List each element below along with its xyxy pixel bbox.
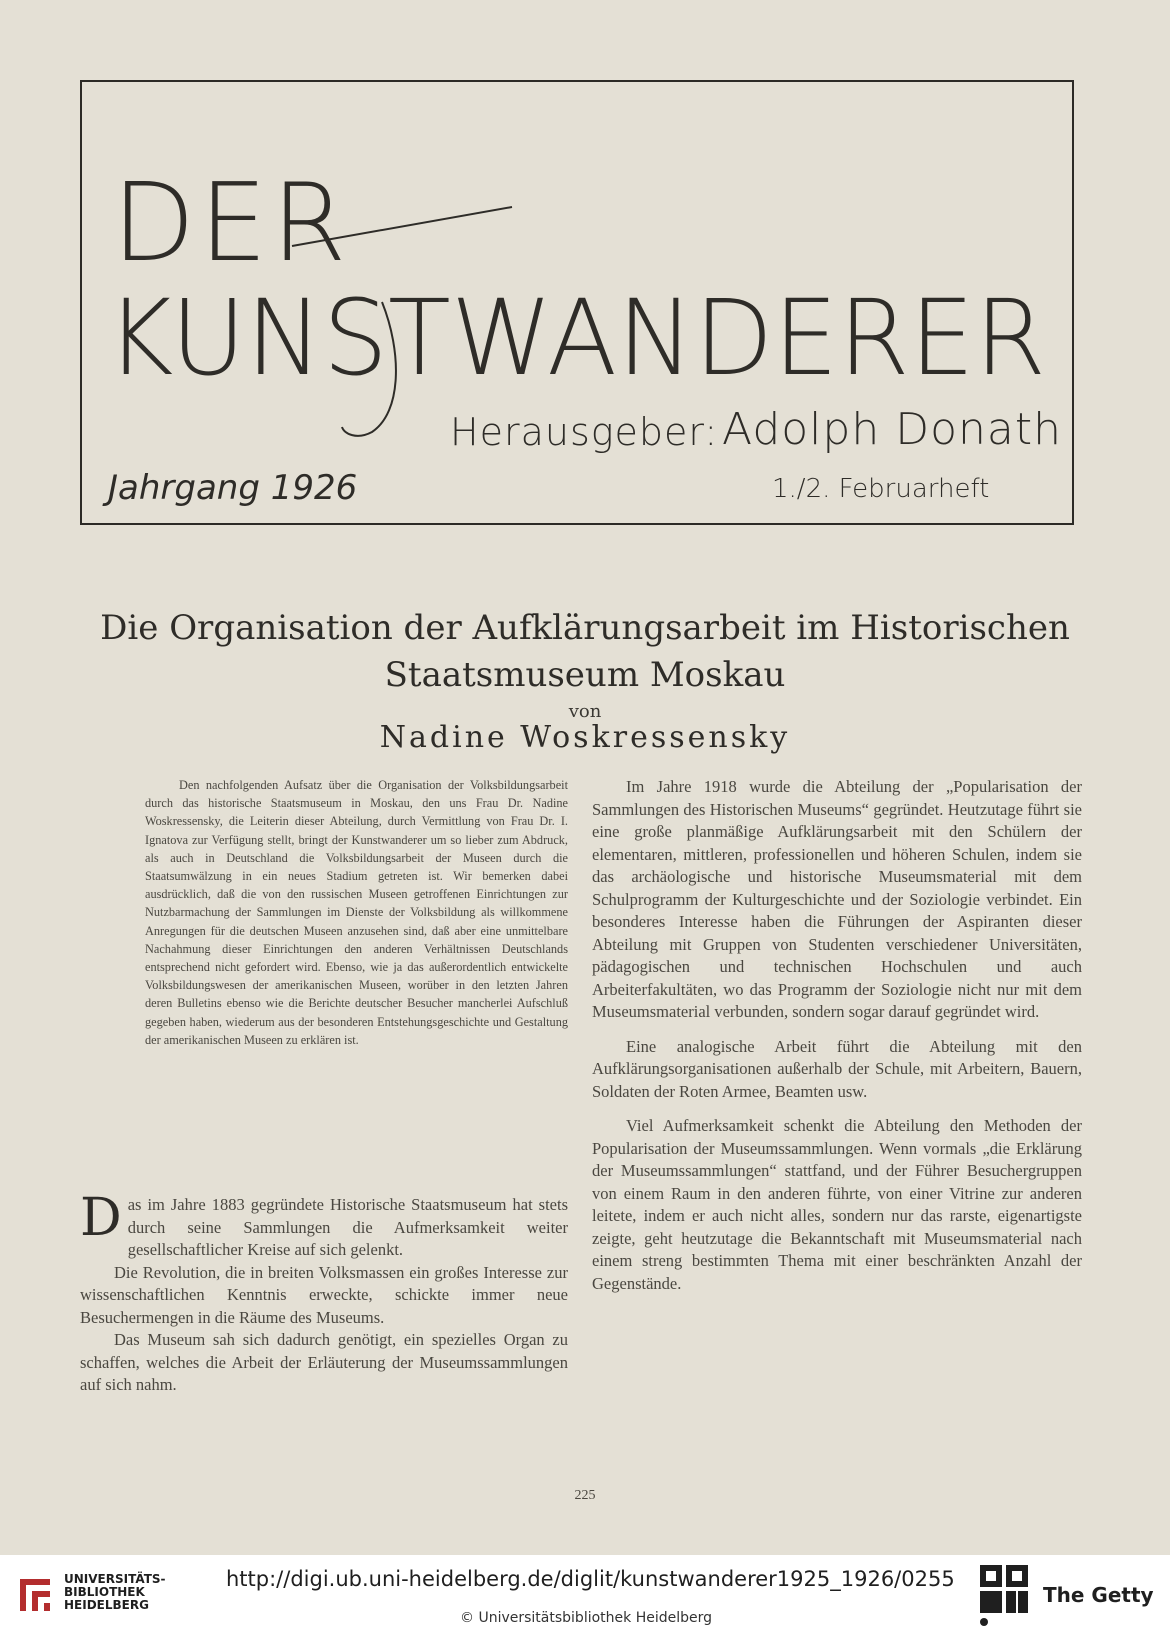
masthead-frame (80, 80, 1074, 525)
right-paragraph-3: Viel Aufmerksamkeit schenkt die Abteilung den Methoden der Popularisation der Museumssammlungen. Wenn vormals „die Erklärung der Museumssammlungen“ stattfand, und der Führer Besuchergruppen von einem Raum in den anderen führte, von einer Vitrine zur anderen leitete, indem er auch nicht alles, sondern nur das rarste, eigenartigste zeigte, geht heutzutage die Bekanntschaft mit Museumsmaterial nach einem streng bestimmten Thema mit einer beschränkten Anzahl der Gegenstände. (592, 1116, 1082, 1293)
left-paragraph-2: Die Revolution, die in breiten Volksmassen ein großes Interesse zur wissenschaftlichen Kenntnis erweckte, schickte immer neue Besuchermengen in die Räume des Museums. (80, 1262, 568, 1327)
page-number: 225 (574, 1488, 596, 1503)
masthead-title (82, 82, 1072, 523)
right-paragraph-1: Im Jahre 1918 wurde die Abteilung der „Popularisation der Sammlungen des Historischen Museums“ gegründet. Heutzutage führt sie eine große planmäßige Aufklärungsarbeit mit den Schülern der elementaren, mittleren, professionellen und höheren Schulen, indem sie das archäologische und historische Museumsmaterial mit dem Schulprogramm der Kulturgeschichte und der Soziologie verbindet. Ein besonderes Interesse haben die Führungen der Aspiranten dieser Abteilung mit Gruppen von Studenten verschiedener Universitäten, pädagogischen und technischen Hochschulen und auch Arbeiterfakultäten, wo das Programm der Soziologie nicht nur mit dem Museumsmaterial verbunden, sondern sogar darauf gegründet wird. (592, 777, 1082, 1021)
digitization-footer (0, 1555, 1170, 1645)
article-title-line2: Staatsmuseum Moskau (384, 655, 786, 695)
right-column (592, 776, 1082, 1295)
publisher-name: Adolph Donath (722, 404, 1062, 455)
publisher-label: Herausgeber: (450, 410, 719, 454)
library-name-text: UNIVERSITÄTS- BIBLIOTHEK HEIDELBERG (64, 1572, 166, 1612)
permalink-url[interactable]: http://digi.ub.uni-heidelberg.de/diglit/kunstwanderer1925_1926/0255 (226, 1567, 955, 1591)
getty-name: The Getty (1043, 1583, 1154, 1607)
title-der: DER (112, 161, 351, 286)
intro-paragraph: Den nachfolgenden Aufsatz über die Organisation der Volksbildungsarbeit durch das historische Staatsmuseum in Moskau, den uns Frau Dr. Nadine Woskressensky, die Leiterin dieser Abteilung, durch Vermittlung von Frau Dr. I. Ignatova zur Verfügung stellt, bringt der Kunstwanderer um so lieber zum Abdruck, als auch in Deutschland die Volksbildungsarbeit der Museen durch die Staatsumwälzung in ein neues Stadium getreten ist. Wir bemerken dabei ausdrücklich, daß die von den russischen Museen getroffenen Einrichtungen zur Nutzbarmachung der Sammlungen im Dienste der Volksbildung als willkommene Anregungen für die deutschen Museen anzusehen sind, daß aber eine unmittelbare Nachahmung dieser Einrichtungen den anderen Verhältnissen Deutschlands entsprechend nicht gefordert wird. Ebenso, wie ja das außerordentlich entwickelte Volksbildungswesen der amerikanischen Museen, worüber in den letzten Jahren deren Bulletins ebenso wie die Berichte deutscher Besucher mancherlei Aufschluß gegeben haben, wiederum aus der besonderen Entstehungsgeschichte und Gestaltung der amerikanischen Museen zu erklären ist. (145, 778, 568, 1047)
left-paragraph-1: as im Jahre 1883 gegründete Historische Staatsmuseum hat stets durch seine Sammlungen die Aufmerksamkeit weiter gesellschaftlicher Kreise auf sich gelenkt. (127, 1195, 568, 1259)
article-author: Nadine Woskressensky (379, 720, 791, 755)
title-kunstwanderer: KUNSTWANDERER (106, 277, 1046, 399)
byline-von: von (568, 701, 602, 722)
editorial-intro (145, 776, 568, 1049)
article-title-line1: Die Organisation der Aufklärungsarbeit im Historischen (100, 608, 1070, 648)
university-library-logo-icon (12, 1571, 58, 1617)
getty-logo-icon (980, 1565, 1028, 1627)
drop-cap: D (80, 1188, 122, 1248)
left-paragraph-3: Das Museum sah sich dadurch genötigt, ein spezielles Organ zu schaffen, welches die Arbeit der Erläuterung der Museumssammlungen auf sich nahm. (80, 1330, 568, 1394)
library-name (64, 1573, 166, 1612)
issue-label: 1./2. Februarheft (772, 474, 990, 504)
right-paragraph-2: Eine analogische Arbeit führt die Abteilung mit den Aufklärungsorganisationen außerhalb der Schule, mit Arbeitern, Bauern, Soldaten der Roten Armee, Beamten usw. (592, 1036, 1082, 1101)
left-column (80, 1188, 568, 1397)
volume-year: Jahrgang 1926 (108, 468, 358, 508)
copyright-notice: © Universitätsbibliothek Heidelberg (460, 1610, 713, 1626)
